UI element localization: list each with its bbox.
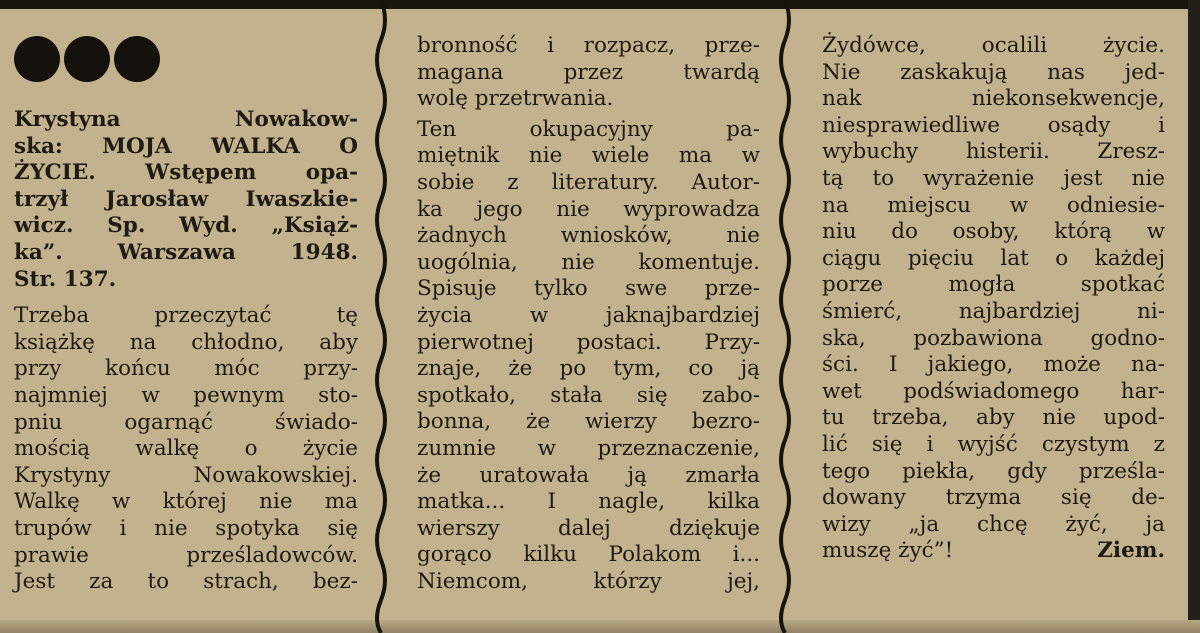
text-line: lić się i wyjść czystym z xyxy=(822,431,1165,457)
book-citation-header xyxy=(14,107,358,293)
text-line: na miejscu w odniesie- xyxy=(822,192,1165,218)
text-line: książkę na chłodno, aby xyxy=(14,329,358,355)
text-line: Niemcom, którzy jej, xyxy=(417,568,760,594)
article-column-3 xyxy=(822,33,1165,565)
text-line: Żydówce, ocalili życie. xyxy=(822,33,1165,58)
wavy-column-divider-1 xyxy=(370,0,392,633)
text-line: że uratowała ją zmarła xyxy=(417,462,760,488)
text-line: ciągu pięciu lat o każdej xyxy=(822,245,1165,271)
text-line: ści. I jakiego, może na- xyxy=(822,352,1165,378)
text-line: przy końcu móc przy- xyxy=(14,356,358,382)
text-line: gorąco kilku Polakom i... xyxy=(417,542,760,568)
text-line: ka jego nie wyprowadza xyxy=(417,196,760,222)
text-line: Nie zaskakują nas jed- xyxy=(822,59,1165,85)
text-line: pierwotnej postaci. Przy- xyxy=(417,329,760,355)
text-line: spotkało, stała się zabo- xyxy=(417,382,760,408)
review-paragraph xyxy=(14,303,358,596)
text-line: porze mogła spotkać xyxy=(822,272,1165,298)
text-line: pniu ogarnąć świado- xyxy=(14,409,358,435)
closing-line xyxy=(822,538,1165,565)
text-line: tą to wyrażenie jest nie xyxy=(822,165,1165,191)
text-line: miętnik nie wiele ma w xyxy=(417,143,760,169)
text-line: magana przez twardą xyxy=(417,59,760,85)
text-line: wybuchy histerii. Zresz- xyxy=(822,139,1165,165)
text-line: Jest za to strach, bez- xyxy=(14,569,358,595)
text-line: znaje, że po tym, co ją xyxy=(417,356,760,382)
text-line: Spisuje tylko swe prze- xyxy=(417,276,760,302)
text-line: śmierć, najbardziej ni- xyxy=(822,298,1165,324)
text-line: uogólnia, nie komentuje. xyxy=(417,249,760,275)
top-rule xyxy=(0,0,1200,9)
article-column-1 xyxy=(14,107,358,596)
bottom-edge-shadow xyxy=(0,620,1200,633)
section-dots-ornament xyxy=(14,36,164,84)
text-line: nak niekonsekwencje, xyxy=(822,86,1165,112)
author-signature: Ziem. xyxy=(1097,538,1165,564)
citation-line: trzył Jarosław Iwaszkie- xyxy=(14,186,358,212)
text-line: mością walkę o życie xyxy=(14,436,358,462)
text-line: Trzeba przeczytać tę xyxy=(14,303,358,329)
citation-line: ska: MOJA WALKA O xyxy=(14,133,358,159)
text-line: zumnie w przeznaczenie, xyxy=(417,435,760,461)
text-line: żadnych wniosków, nie xyxy=(417,223,760,249)
right-edge-rule xyxy=(1188,0,1200,633)
text-line: niu do osoby, którą w xyxy=(822,219,1165,245)
text-line: wierszy dalej dziękuje xyxy=(417,515,760,541)
text-line: najmniej w pewnym sto- xyxy=(14,382,358,408)
text-line: Krystyny Nowakowskiej. xyxy=(14,462,358,488)
wavy-column-divider-2 xyxy=(774,0,796,633)
dot-icon xyxy=(64,36,110,82)
text-line: sobie z literatury. Autor- xyxy=(417,169,760,195)
citation-line: wicz. Sp. Wyd. „Książ- xyxy=(14,213,358,239)
citation-line: Krystyna Nowakow- xyxy=(14,107,358,132)
text-line: niesprawiedliwe osądy i xyxy=(822,112,1165,138)
text-line: tego piekła, gdy prześla- xyxy=(822,458,1165,484)
review-paragraph xyxy=(417,117,760,596)
article-column-2 xyxy=(417,33,760,595)
text-line: muszę żyć”! xyxy=(822,538,954,564)
text-line: dowany trzyma się de- xyxy=(822,485,1165,511)
text-line: wet podświadomego har- xyxy=(822,378,1165,404)
text-line: wolę przetrwania. xyxy=(417,86,614,112)
text-line: matka... I nagle, kilka xyxy=(417,489,760,515)
text-line: ska, pozbawiona godno- xyxy=(822,325,1165,351)
text-line: bronność i rozpacz, prze- xyxy=(417,33,760,58)
text-line: wizy „ja chcę żyć, ja xyxy=(822,511,1165,537)
text-line: tu trzeba, aby nie upod- xyxy=(822,405,1165,431)
text-line: Ten okupacyjny pa- xyxy=(417,116,760,142)
text-line: trupów i nie spotyka się xyxy=(14,515,358,541)
text-line: bonna, że wierzy bezro- xyxy=(417,409,760,435)
text-line: Walkę w której nie ma xyxy=(14,489,358,515)
citation-line: Str. 137. xyxy=(14,266,117,292)
text-line: prawie prześladowców. xyxy=(14,542,358,568)
citation-line: ŻYCIE. Wstępem opa- xyxy=(14,160,358,186)
dot-icon xyxy=(114,36,160,82)
dot-icon xyxy=(14,36,60,82)
text-line: życia w jaknajbardziej xyxy=(417,302,760,328)
citation-line: ka”. Warszawa 1948. xyxy=(14,239,358,265)
